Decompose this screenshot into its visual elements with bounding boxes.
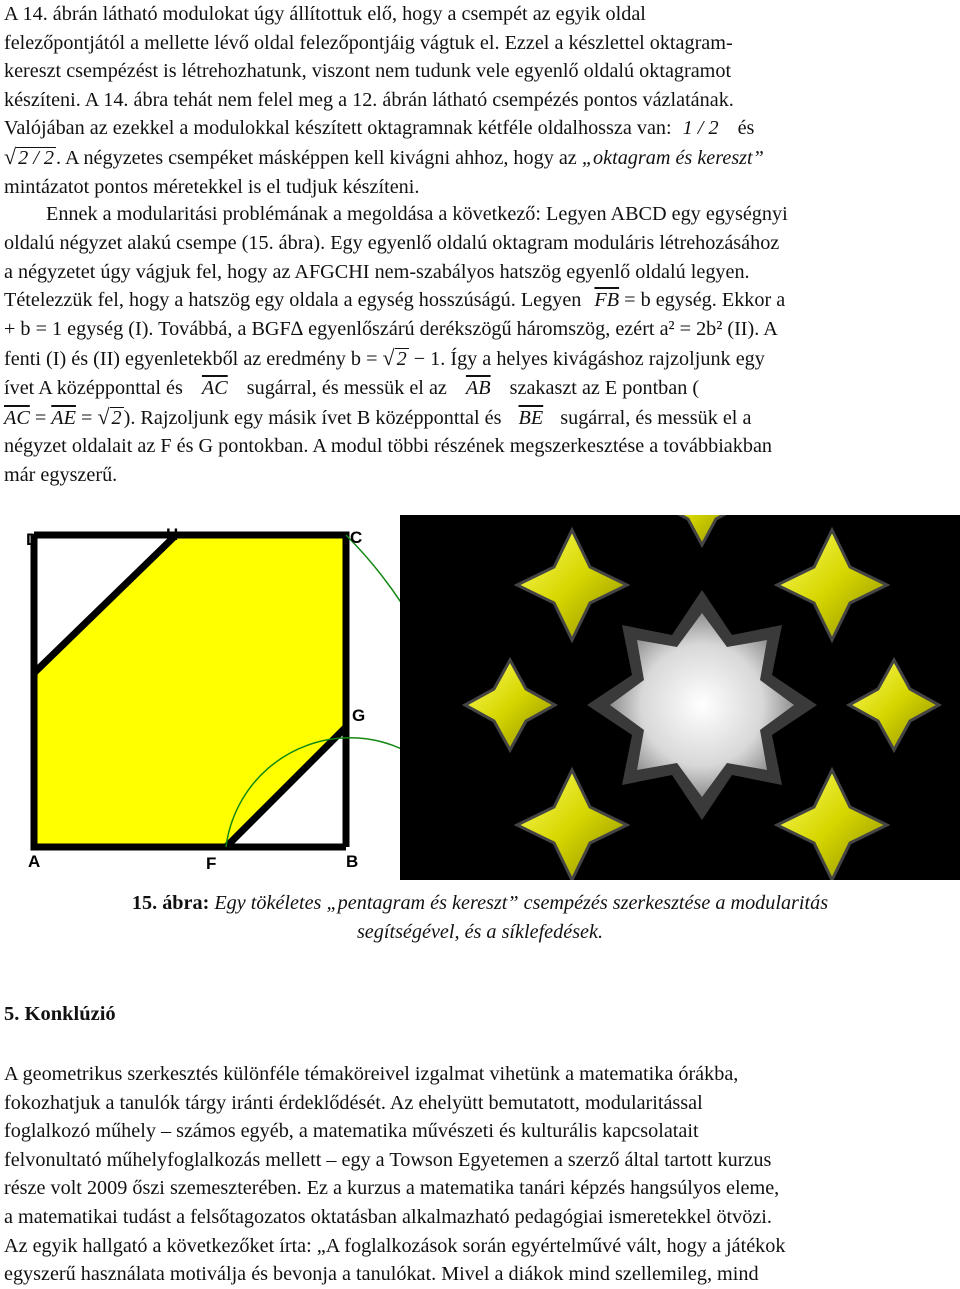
paragraph-1 — [4, 0, 956, 201]
p2-line-9: négyzet oldalait az F és G pontokban. A modul többi részének megszerkesztése a továbbiakban — [4, 435, 773, 458]
paragraph-2 — [4, 200, 956, 490]
segment-ae: $\overline{AE}$ — [51, 406, 76, 429]
p1-line-3: kereszt csempézést is létrehozhatunk, viszont nem tudunk vele egyenlő oldalú oktagramot — [4, 60, 732, 83]
p2-line-4: Tételezzük fel, hogy a hatszög egy oldala a egység hosszúságú. Legyen $\overline{FB} = b$ egység. Ekkor a — [4, 289, 786, 312]
figure-caption — [0, 889, 960, 947]
p2-line-10: már egyszerű. — [4, 464, 118, 487]
fraction-one-half: 1 / 2 — [682, 117, 719, 140]
sqrt-symbol: √ — [4, 143, 17, 169]
label-a: A — [28, 852, 41, 871]
figure-15 — [20, 515, 960, 880]
segment-ab: $\overline{AB}$ — [465, 376, 491, 399]
p2-line-5: + b = 1 egység (I). Továbbá, a BGF∆ egyenlőszárú derékszögű háromszög, ezért a² = 2b² (II). A — [4, 318, 778, 341]
p2-line-3: a négyzetet úgy vágjuk fel, hogy az AFGCHI nem-szabályos hatszög egyenlő oldalú legyen. — [4, 260, 750, 283]
p3-line-3: foglalkozó műhely – számos egyéb, a matematika művészeti és kulturális kapcsolatait — [4, 1120, 699, 1143]
p3-line-6: a matematikai tudást a felsőtagozatos oktatásban alkalmazható pedagógiai ismeretekkel ötvözi. — [4, 1205, 772, 1228]
p1-line-2: felezőpontjától a mellette lévő oldal felezőpontjáig vágtuk el. Ezzel a készlettel oktagram- — [4, 31, 733, 54]
caption-line-2: segítségével, és a síklefedések. — [356, 921, 604, 943]
p2-line-6: fenti (I) és (II) egyenletekből az eredmény b = √2 − 1. Így a helyes kivágáshoz rajzoljunk egy — [4, 344, 765, 370]
segment-fb: $\overline{FB}$ — [594, 289, 620, 312]
p1-line-5: Valójában az ezekkel a modulokkal készített oktagramnak kétféle oldalhossza van: 1 / 2 és — [4, 117, 755, 140]
label-f: F — [206, 854, 217, 873]
tiling-image — [400, 515, 960, 880]
segment-be: $\overline{BE}$ — [518, 406, 544, 429]
label-c: C — [350, 528, 363, 547]
segment-ac: $\overline{AC}$ — [201, 376, 228, 399]
p3-line-1: A geometrikus szerkesztés különféle témaköreivel izgalmat vihetünk a matematika órákba, — [4, 1063, 739, 1085]
paragraph-3 — [4, 1060, 956, 1289]
p1-line-6: √2 / 2. A négyzetes csempéket másképpen kell kivágni ahhoz, hogy az „oktagram és kereszt” — [4, 143, 764, 169]
p3-line-2: fokozhatjuk a tanulók tárgy iránti érdeklődését. Az ehelyütt bemutatott, modularitással — [4, 1091, 703, 1114]
caption-line-1: 15. ábra: Egy tökéletes „pentagram és kereszt” csempézés szerkesztése a modularitás — [131, 892, 829, 914]
p3-line-5: része volt 2009 őszi szemeszterében. Ez a kurzus a matematika tanári képzés hangsúlyos eleme, — [4, 1177, 780, 1200]
p1-line-1: A 14. ábrán látható modulokat úgy állítottuk elő, hogy a csempét az egyik oldal — [4, 3, 646, 25]
label-b: B — [346, 852, 359, 871]
section-heading: 5. Konklúzió — [4, 1003, 116, 1025]
p3-line-7: Az egyik hallgató a következőket írta: „A foglalkozások során egyértelművé vált, hogy a játékok — [4, 1234, 786, 1257]
label-i: I — [34, 662, 39, 681]
hexagon-afgchi — [34, 535, 346, 847]
p3-line-4: felvonultató műhelyfoglalkozás mellett – egy a Towson Egyetemen a szerző által tartott kurzus — [4, 1148, 772, 1171]
p1-line-7: mintázatot pontos méretekkel is el tudjuk készíteni. — [4, 175, 420, 198]
sqrt-two-over-two: 2 / 2 — [18, 146, 54, 169]
sqrt-symbol: √ — [97, 403, 110, 429]
label-g: G — [352, 706, 366, 725]
p3-line-8: egyszerű használata motiválja és bevonja a tanulókat. Mivel a diákok mind szellemileg, mind — [4, 1263, 759, 1286]
p2-line-1: Ennek a modularitási problémának a megoldása a következő: Legyen ABCD egy egységnyi — [46, 203, 788, 225]
p2-line-8: $\overline{AC} = \overline{AE} = √2$). Rajzoljunk egy másik ívet B középponttal és $\overline{BE}$ sugárral, és messük el a — [4, 403, 752, 429]
label-h: H — [166, 525, 179, 544]
label-d: D — [26, 530, 39, 549]
segment-ac-2: $\overline{AC}$ — [4, 406, 30, 429]
p2-line-2: oldalú négyzet alakú csempe (15. ábra). Egy egyenlő oldalú oktagram moduláris létrehozásához — [4, 231, 780, 254]
p2-line-7: ívet A középponttal és $\overline{AC}$ sugárral, és messük el az $\overline{AB}$ szakaszt az E pontban ( — [4, 376, 700, 399]
sqrt-symbol: √ — [382, 344, 395, 370]
p1-line-4: készíteni. A 14. ábra tehát nem felel meg a 12. ábrán látható csempézés pontos vázlatának. — [4, 88, 734, 111]
